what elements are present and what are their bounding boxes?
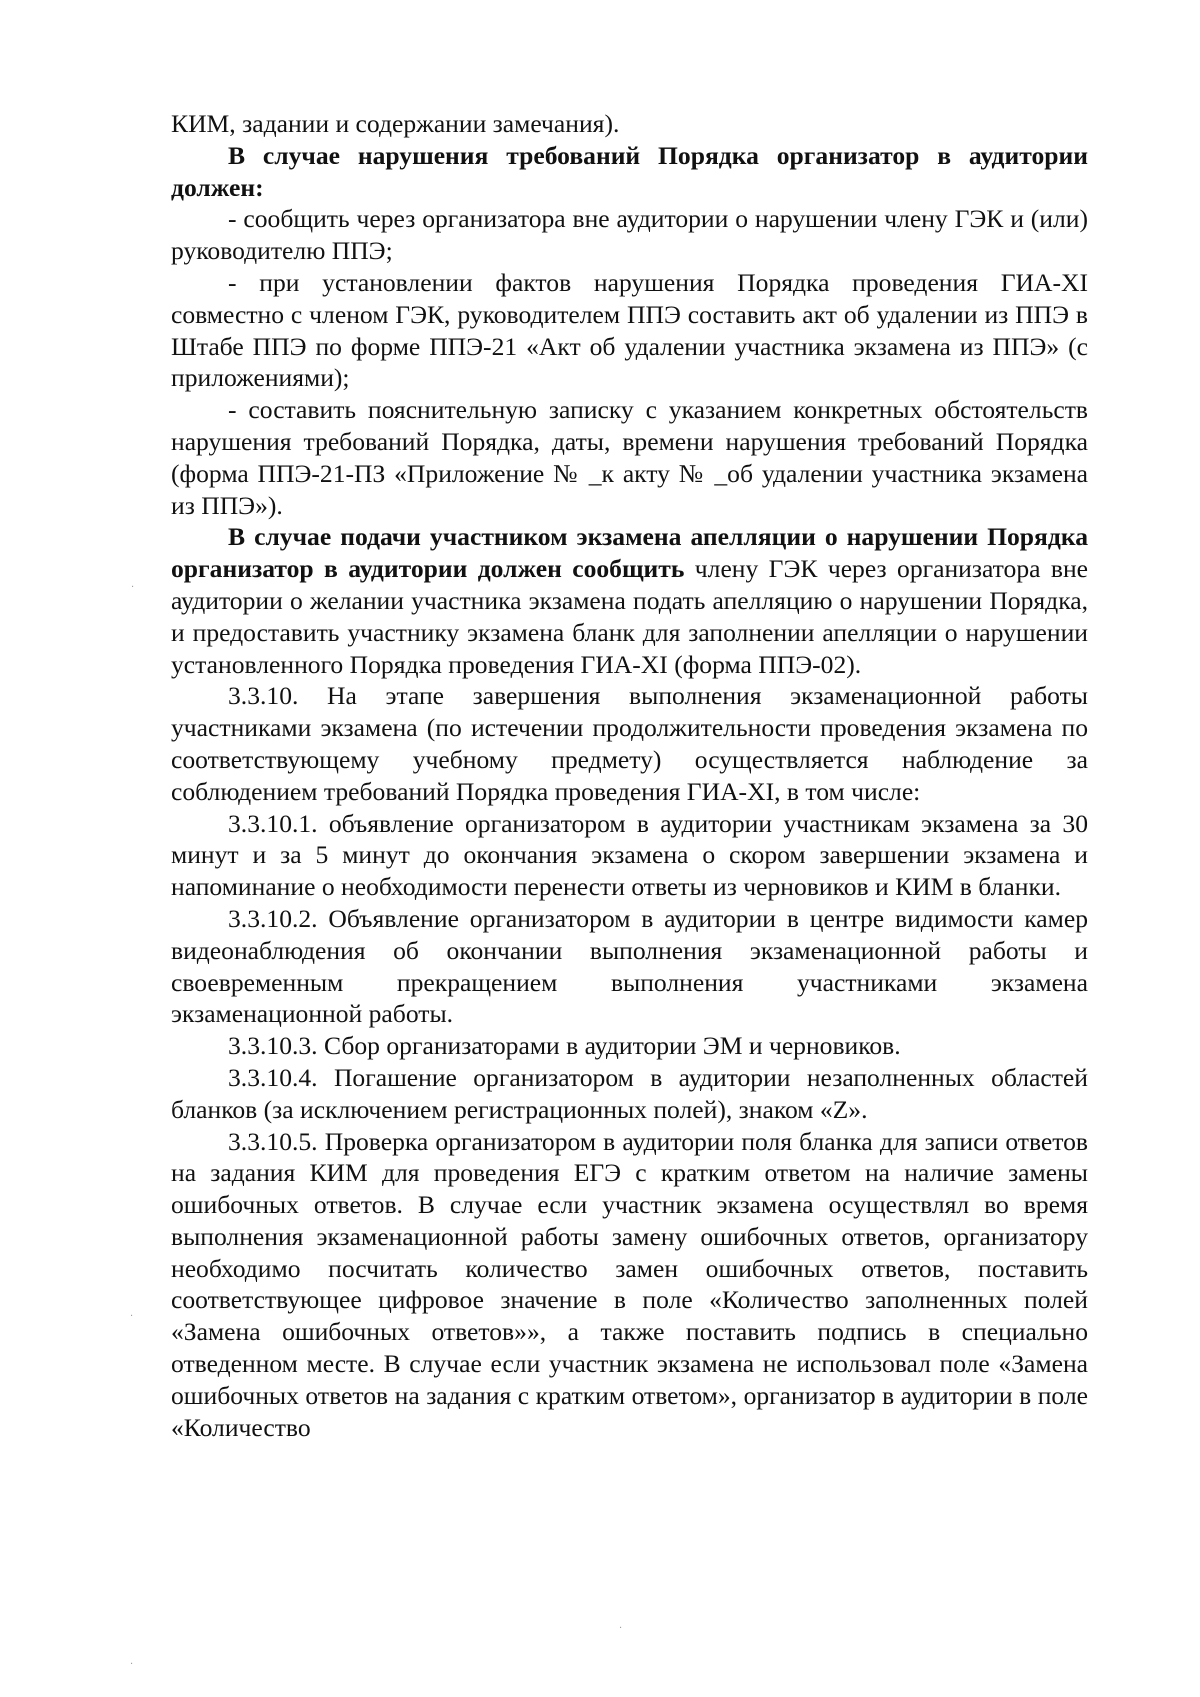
scan-speck: ·: [619, 1623, 623, 1634]
paragraph-3-3-10-2: 3.3.10.2. Объявление организатором в аудитории в центре видимости камер видеонаблюдения об окончании выполнения экзаменационной работы и своевременным прекращением выполнения участниками экзамена экзаменационной работы.: [171, 903, 1088, 1029]
section-heading-violation: В случае нарушения требований Порядка организатор в аудитории должен:: [171, 140, 1088, 202]
paragraph-appeal: [171, 521, 1088, 680]
paragraph-3-3-10-1: 3.3.10.1. объявление организатором в аудитории участникам экзамена за 30 минут и за 5 минут до окончания экзамена о скором завершении экзамена и напоминание о необходимости перенести ответы из черновиков и КИМ в бланки.: [171, 808, 1088, 902]
scan-speck: ·: [130, 1311, 134, 1322]
list-item-report: - сообщить через организатора вне аудитории о нарушении члену ГЭК и (или) руководителю ППЭ;: [171, 204, 1088, 266]
paragraph-3-3-10-3: 3.3.10.3. Сбор организаторами в аудитории ЭМ и черновиков.: [228, 1031, 901, 1061]
appeal-bold-lead: В случае подачи участником экзамена апелляции о нарушении Порядка организатор в аудитории должен сообщить: [171, 522, 1088, 584]
list-item-removal-act: - при установлении фактов нарушения Порядка проведения ГИА-XI совместно с членом ГЭК, руководителем ППЭ составить акт об удалении из ППЭ в Штабе ППЭ по форме ППЭ-21 «Акт об удалении участника экзамена из ППЭ» (с приложениями);: [171, 267, 1088, 393]
appeal-text: члену ГЭК через организатора вне аудитории о желании участника экзамена подать апелляцию о нарушении Порядка, и предоставить участнику экзамена бланк для заполнении апелляции о нарушении установленного Порядка проведения ГИА-XI (форма ППЭ-02).: [171, 554, 1088, 679]
list-item-explanatory-note: - составить пояснительную записку с указанием конкретных обстоятельств нарушения требований Порядка, даты, времени нарушения требований Порядка (форма ППЭ-21-ПЗ «Приложение № _к акту № _об удалении участника экзамена из ППЭ»).: [171, 395, 1088, 520]
paragraph-3-3-10-4: 3.3.10.4. Погашение организатором в аудитории незаполненных областей бланков (за исключением регистрационных полей), знаком «Z».: [171, 1062, 1088, 1124]
document-page: [171, 108, 1088, 1443]
paragraph-continuation: КИМ, задании и содержании замечания).: [171, 109, 620, 138]
paragraph-3-3-10-5: 3.3.10.5. Проверка организатором в аудитории поля бланка для записи ответов на задания КИМ для проведения ЕГЭ с кратким ответом на наличие замены ошибочных ответов. В случае если участник экзамена осуществлял во время выполнения экзаменационной работы замену ошибочных ответов, организатору необходимо посчитать количество замен ошибочных ответов, поставить соответствующее цифровое значение в поле «Количество заполненных полей «Замена ошибочных ответов»», а также поставить подпись в специально отведенном месте. В случае если участник экзамена не использовал поле «Замена ошибочных ответов на задания с кратким ответом», организатор в аудитории в поле «Количество: [171, 1126, 1088, 1442]
paragraph-3-3-10: 3.3.10. На этапе завершения выполнения экзаменационной работы участниками экзамена (по истечении продолжительности проведения экзамена по соответствующему учебному предмету) осуществляется наблюдение за соблюдением требований Порядка проведения ГИА-XI, в том числе:: [171, 681, 1088, 806]
scan-speck: ·: [131, 582, 135, 593]
scan-speck: ·: [130, 1659, 134, 1670]
